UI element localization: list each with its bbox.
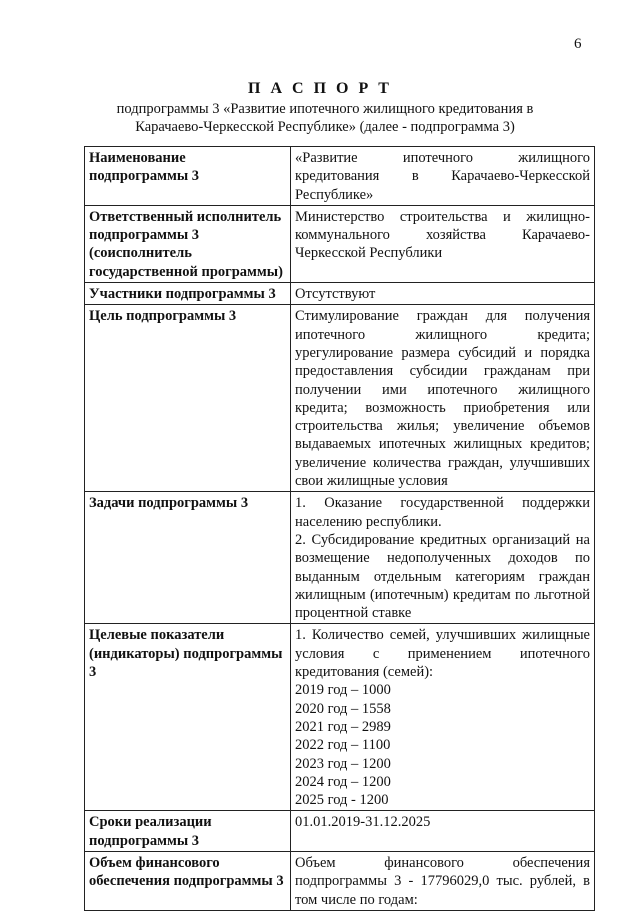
row-label: Цель подпрограммы 3 [85,305,291,492]
row-value [291,624,595,811]
document-subtitle: подпрограммы 3 «Развитие ипотечного жилищного кредитования в Карачаево-Черкесской Республике» (далее - подпрограмма 3) [116,101,534,135]
value-line: Стимулирование граждан для получения ипотечного жилищного кредита; урегулирование размера субсидий и порядка предоставления субсидии гражданам при получении ими ипотечного жилищного кредита; возможность приобретения или строительства жилья; увеличение объемов выдаваемых ипотечных жилищных кредитов; увеличение количества граждан, улучшивших свои жилищные условия [295,308,590,490]
value-line: 2025 год - 1200 [295,792,389,809]
row-label: Задачи подпрограммы 3 [85,492,291,624]
table-row [85,624,595,811]
value-line: 1. Количество семей, улучшивших жилищные условия с применением ипотечного кредитования (семей): [295,627,590,681]
table-row [85,851,595,910]
value-line: 2023 год – 1200 [295,755,391,772]
value-line: 01.01.2019-31.12.2025 [295,814,431,831]
value-line: 2022 год – 1100 [295,737,391,754]
page-number: 6 [574,36,582,52]
value-line: 2024 год – 1200 [295,773,391,790]
document-title: П А С П О Р Т [248,80,392,97]
row-value [291,851,595,910]
row-label: Участники подпрограммы 3 [85,283,291,305]
table-row [85,492,595,624]
value-line: 1. Оказание государственной поддержки населению республики. [295,495,590,530]
value-line: Объем финансового обеспечения подпрограммы 3 - 17796029,0 тыс. рублей, в том числе по годам: [295,854,590,908]
value-line: 2. Субсидирование кредитных организаций на возмещение недополученных доходов по выданным отдельным категориям граждан жилищным (ипотечным) кредитам по льготной процентной ставке [295,531,590,622]
row-value [291,205,595,282]
row-label: Ответственный исполнитель подпрограммы 3 (соисполнитель государственной программы) [85,205,291,282]
row-label: Сроки реализации подпрограммы 3 [85,811,291,852]
passport-table [84,146,595,911]
row-label: Целевые показатели (индикаторы) подпрограммы 3 [85,624,291,811]
row-label: Наименование подпрограммы 3 [85,147,291,206]
table-row [85,147,595,206]
value-line: 2021 год – 2989 [295,718,391,735]
row-value [291,492,595,624]
table-row [85,283,595,305]
row-value [291,283,595,305]
row-label: Объем финансового обеспечения подпрограммы 3 [85,851,291,910]
value-line: Отсутствуют [295,286,376,303]
row-value [291,811,595,852]
value-line: 2019 год – 1000 [295,682,391,699]
row-value [291,147,595,206]
value-line: Министерство строительства и жилищно-коммунального хозяйства Карачаево-Черкесской Республики [295,208,590,262]
table-row [85,205,595,282]
table-row [85,305,595,492]
table-row [85,811,595,852]
row-value [291,305,595,492]
value-line: «Развитие ипотечного жилищного кредитования в Карачаево-Черкесской Республике» [295,150,590,203]
value-line: 2020 год – 1558 [295,700,391,717]
